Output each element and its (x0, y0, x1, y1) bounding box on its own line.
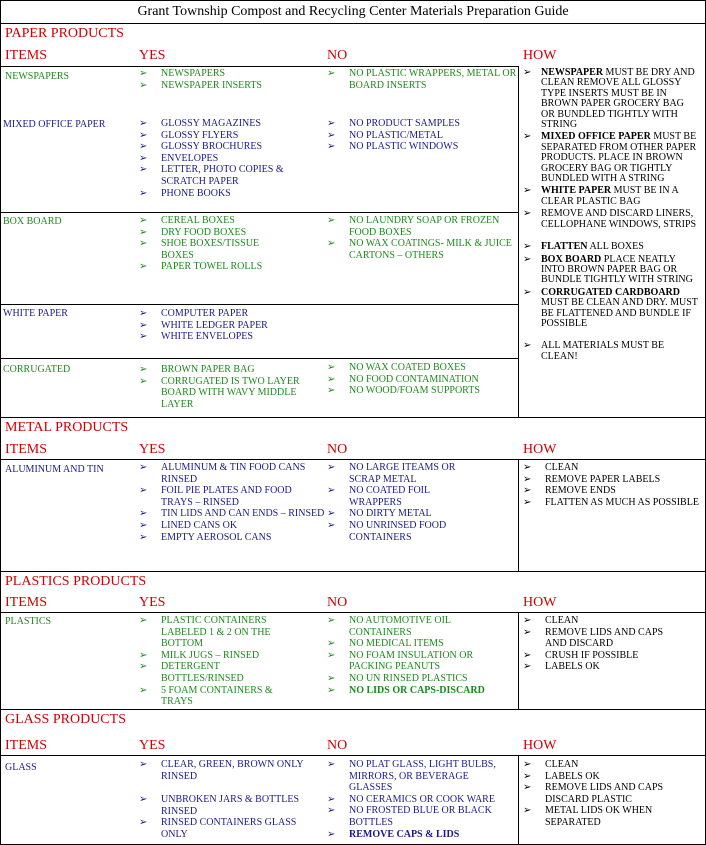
list-item: ➢ NO WAX COATED BOXES (327, 362, 466, 373)
plastics-section-title: PLASTICS PRODUCTS (5, 574, 147, 589)
bullet-icon: ➢ (327, 649, 336, 661)
list-item: ➢ NO WAX COATINGS- MILK & JUICE CARTONS – OTHERS (327, 238, 512, 261)
metal-items-header: ITEMS (5, 442, 47, 457)
bullet-icon: ➢ (139, 531, 148, 543)
list-item: ➢ MIXED OFFICE PAPER MUST BE SEPARATED FROM OTHER PAPER PRODUCTS. PLACE IN BROWN GROCERY BAG OR TIGHTLY BUNDLED WITH A STRING (523, 131, 697, 185)
list-item: ➢ CORRUGATED CARDBOARD MUST BE CLEAN AND DRY. MUST BE FLATTENED AND BUNDLE IF POSSIBLE (523, 286, 698, 329)
list-item: ➢ LABELS OK (523, 770, 600, 782)
list-item: ➢ CEREAL BOXES (139, 215, 235, 226)
paper-section (0, 24, 706, 418)
bullet-icon: ➢ (139, 68, 148, 79)
bullet-icon: ➢ (327, 385, 336, 397)
bullet-icon: ➢ (139, 226, 148, 238)
list-item: ➢ LABELS OK (523, 661, 600, 673)
item-plastics: PLASTICS (5, 616, 52, 627)
list-item: ➢ NO LAUNDRY SOAP OR FROZEN FOOD BOXES (327, 215, 500, 238)
metal-section (0, 418, 706, 572)
paper-yes-header: YES (139, 48, 166, 63)
bullet-icon: ➢ (139, 187, 148, 199)
item-newspapers: NEWSPAPERS (5, 71, 70, 82)
bullet-icon: ➢ (327, 485, 336, 497)
bullet-icon: ➢ (523, 208, 532, 220)
plastics-items-header: ITEMS (5, 595, 47, 610)
list-item: ➢ NO UNRINSED FOOD CONTAINERS (327, 519, 447, 543)
divider (518, 755, 519, 844)
bullet-icon: ➢ (523, 253, 532, 265)
list-item: ➢ CLEAN (523, 615, 579, 626)
list-item: ➢ REMOVE AND DISCARD LINERS, CELLOPHANE WINDOWS, STRIPS (523, 208, 697, 230)
list-item: ➢ CLEAN (523, 462, 579, 473)
metal-how-list (523, 462, 699, 508)
metal-section-title: METAL PRODUCTS (5, 420, 129, 435)
item-glass: GLASS (5, 762, 37, 773)
bullet-icon: ➢ (139, 462, 148, 473)
list-item: ➢ FOIL PIE PLATES AND FOOD TRAYS – RINSED (139, 485, 292, 508)
item-mixed-office-paper: MIXED OFFICE PAPER (3, 119, 106, 130)
list-item: ➢ NO UN RINSED PLASTICS (327, 672, 468, 684)
list-item: ➢ REMOVE LIDS AND CAPS DISCARD PLASTIC (523, 782, 664, 805)
paper-items-header: ITEMS (5, 48, 47, 63)
list-item: ➢ TIN LIDS AND CAN ENDS – RINSED (139, 508, 325, 520)
list-item: ➢ NO PLASTIC WRAPPERS, METAL OR BOARD INSERTS (327, 68, 517, 91)
bullet-icon: ➢ (523, 759, 532, 770)
bullet-icon: ➢ (327, 672, 336, 684)
list-item: ➢ PHONE BOOKS (139, 187, 231, 199)
bullet-icon: ➢ (523, 131, 532, 143)
bullet-icon: ➢ (327, 793, 336, 805)
list-item: ➢ REMOVE LIDS AND CAPS AND DISCARD (523, 626, 664, 650)
mixed-office-no-list (327, 118, 517, 153)
list-item: ➢ UNBROKEN JARS & BOTTLES RINSED (139, 794, 300, 817)
divider (518, 612, 519, 709)
list-item: ➢ BOX BOARD PLACE NEATLY INTO BROWN PAPER BAG OR BUNDLE TIGHTLY WITH STRING (523, 253, 693, 286)
bullet-icon: ➢ (327, 805, 336, 817)
metal-yes-list (139, 462, 325, 543)
list-item: ➢ NO FOOD CONTAMINATION (327, 373, 479, 385)
newspapers-yes-list (139, 68, 319, 91)
divider (1, 459, 705, 460)
bullet-icon: ➢ (523, 67, 532, 78)
bullet-icon: ➢ (327, 508, 336, 520)
list-item: ➢ NO WOOD/FOAM SUPPORTS (327, 385, 480, 397)
glass-yes-header: YES (139, 738, 166, 753)
list-item: ➢ NO CERAMICS OR COOK WARE (327, 793, 495, 805)
list-item: ➢ DETERGENT BOTTLES/RINSED (139, 661, 244, 684)
list-item: ➢ GLOSSY MAGAZINES (139, 118, 261, 129)
bullet-icon: ➢ (523, 805, 532, 817)
list-item: ➢ FLATTEN ALL BOXES (523, 241, 644, 253)
list-item: ➢ REMOVE PAPER LABELS (523, 473, 661, 485)
glass-how-list (523, 759, 673, 829)
list-item: ➢ CRUSH IF POSSIBLE (523, 649, 639, 661)
bullet-icon: ➢ (327, 759, 336, 770)
bullet-icon: ➢ (523, 770, 532, 782)
list-item: ➢ WHITE PAPER MUST BE IN A CLEAR PLASTIC BAG (523, 185, 679, 207)
list-item: ➢ NO AUTOMOTIVE OIL CONTAINERS (327, 615, 451, 638)
glass-how-header: HOW (523, 738, 557, 753)
paper-no-header: NO (327, 48, 348, 63)
bullet-icon: ➢ (327, 68, 336, 79)
divider (518, 66, 519, 417)
bullet-icon: ➢ (523, 496, 532, 508)
list-item: ➢ DRY FOOD BOXES (139, 226, 247, 238)
bullet-icon: ➢ (139, 508, 148, 520)
glass-items-header: ITEMS (5, 738, 47, 753)
item-aluminum-and-tin: ALUMINUM AND TIN (5, 464, 104, 475)
glass-section-title: GLASS PRODUCTS (5, 712, 126, 727)
list-item: ➢ NO PLASTIC WINDOWS (327, 141, 459, 153)
metal-no-header: NO (327, 442, 348, 457)
bullet-icon: ➢ (139, 519, 148, 531)
bullet-icon: ➢ (327, 118, 336, 129)
paper-section-title: PAPER PRODUCTS (5, 26, 124, 41)
bullet-icon: ➢ (139, 794, 148, 806)
list-item: ➢ MILK JUGS – RINSED (139, 649, 260, 661)
list-item: ➢ NO LARGE ITEAMS OR SCRAP METAL (327, 462, 456, 485)
bullet-icon: ➢ (139, 319, 148, 331)
glass-section (0, 710, 706, 845)
bullet-icon: ➢ (523, 626, 532, 638)
bullet-icon: ➢ (139, 817, 148, 829)
bullet-icon: ➢ (523, 649, 532, 661)
paper-how-header: HOW (523, 48, 557, 63)
glass-yes-list (139, 759, 319, 841)
corrugated-yes-list (139, 364, 314, 410)
box-board-no-list (327, 215, 513, 261)
list-item: ➢ EMPTY AEROSOL CANS (139, 531, 272, 543)
metal-yes-header: YES (139, 442, 166, 457)
list-item: ➢ NO PLAT GLASS, LIGHT BULBS, MIRRORS, OR BEVERAGE GLASSES (327, 759, 496, 794)
bullet-icon: ➢ (523, 782, 532, 794)
bullet-icon: ➢ (139, 164, 148, 176)
bullet-icon: ➢ (327, 129, 336, 141)
bullet-icon: ➢ (139, 129, 148, 141)
corrugated-no-list (327, 362, 507, 397)
bullet-icon: ➢ (139, 649, 148, 661)
bullet-icon: ➢ (327, 141, 336, 153)
bullet-icon: ➢ (327, 362, 336, 373)
bullet-icon: ➢ (523, 615, 532, 626)
glass-no-list (327, 759, 513, 840)
bullet-icon: ➢ (327, 238, 336, 250)
list-item: ➢ FLATTEN AS MUCH AS POSSIBLE (523, 496, 699, 508)
list-item: ➢ CORRUGATED IS TWO LAYER BOARD WITH WAVY MIDDLE LAYER (139, 375, 300, 410)
list-item: ➢ SHOE BOXES/TISSUE BOXES (139, 238, 260, 261)
bullet-icon: ➢ (523, 241, 532, 253)
bullet-icon: ➢ (327, 215, 336, 226)
plastics-how-list (523, 615, 673, 673)
bullet-icon: ➢ (139, 238, 148, 250)
bullet-icon: ➢ (327, 828, 336, 840)
list-item: ➢ CLEAN (523, 759, 579, 770)
list-item: ➢ ENVELOPES (139, 152, 219, 164)
bullet-icon: ➢ (139, 79, 148, 91)
list-item: ➢ NO FOAM INSULATION OR PACKING PEANUTS (327, 649, 474, 673)
bullet-icon: ➢ (139, 684, 148, 696)
bullet-icon: ➢ (523, 661, 532, 673)
newspapers-no-list (327, 68, 517, 91)
item-box-board: BOX BOARD (3, 216, 62, 227)
bullet-icon: ➢ (139, 364, 148, 375)
box-board-yes-list (139, 215, 289, 273)
bullet-icon: ➢ (327, 684, 336, 696)
divider (1, 212, 519, 213)
list-item: ➢ RINSED CONTAINERS GLASS ONLY (139, 817, 297, 840)
bullet-icon: ➢ (139, 118, 148, 129)
list-item: ➢ NO DIRTY METAL (327, 508, 432, 520)
list-item: ➢ PLASTIC CONTAINERS LABELED 1 & 2 ON THE BOTTOM (139, 615, 271, 650)
plastics-yes-list (139, 615, 299, 708)
list-item: ➢ NO PLASTIC/METAL (327, 129, 443, 141)
list-item: ➢ PAPER TOWEL ROLLS (139, 261, 263, 273)
list-item: ➢ NEWSPAPER INSERTS (139, 79, 262, 91)
bullet-icon: ➢ (327, 615, 336, 626)
item-corrugated: CORRUGATED (3, 364, 71, 375)
list-item: ➢ REMOVE ENDS (523, 485, 616, 497)
paper-how-list (523, 68, 699, 362)
bullet-icon: ➢ (139, 485, 148, 497)
bullet-icon: ➢ (139, 308, 148, 319)
bullet-icon: ➢ (523, 340, 532, 352)
list-item: ➢ GLOSSY BROCHURES (139, 141, 263, 153)
bullet-icon: ➢ (139, 215, 148, 226)
plastics-yes-header: YES (139, 595, 166, 610)
bullet-icon: ➢ (139, 661, 148, 673)
list-item: ➢ REMOVE CAPS & LIDS (327, 828, 460, 840)
bullet-icon: ➢ (523, 185, 532, 197)
bullet-icon: ➢ (523, 485, 532, 497)
plastics-no-header: NO (327, 595, 348, 610)
list-item: ➢ LETTER, PHOTO COPIES & SCRATCH PAPER (139, 164, 284, 187)
plastics-section (0, 572, 706, 710)
bullet-icon: ➢ (139, 141, 148, 153)
plastics-no-list (327, 615, 507, 696)
list-item: ➢ NO FROSTED BLUE OR BLACK BOTTLES (327, 805, 492, 828)
list-item: ➢ 5 FOAM CONTAINERS & TRAYS (139, 684, 273, 708)
bullet-icon: ➢ (139, 759, 148, 770)
list-item: ➢ ALUMINUM & TIN FOOD CANS RINSED (139, 462, 306, 485)
bullet-icon: ➢ (523, 473, 532, 485)
list-item: ➢ NEWSPAPERS (139, 68, 226, 79)
white-paper-yes-list (139, 308, 319, 343)
glass-no-header: NO (327, 738, 348, 753)
divider (518, 459, 519, 571)
divider (1, 304, 519, 305)
list-item: ➢ BROWN PAPER BAG (139, 364, 255, 375)
list-item: ➢ NO MEDICAL ITEMS (327, 638, 444, 650)
metal-how-header: HOW (523, 442, 557, 457)
divider (1, 755, 705, 756)
list-item: ➢ CLEAR, GREEN, BROWN ONLY RINSED (139, 759, 304, 782)
list-item: ➢ NO LIDS OR CAPS-DISCARD (327, 684, 485, 696)
list-item: ➢ WHITE LEDGER PAPER (139, 319, 268, 331)
bullet-icon: ➢ (523, 286, 532, 298)
list-item: ➢ METAL LIDS OK WHEN SEPARATED (523, 805, 653, 828)
metal-no-list (327, 462, 477, 543)
list-item: ➢ LINED CANS OK (139, 519, 238, 531)
page-title: Grant Township Compost and Recycling Center Materials Preparation Guide (0, 0, 706, 24)
mixed-office-yes-list (139, 118, 319, 199)
list-item: ➢ ALL MATERIALS MUST BE CLEAN! (523, 340, 665, 362)
divider (1, 66, 519, 67)
list-item: ➢ COMPUTER PAPER (139, 308, 249, 319)
bullet-icon: ➢ (327, 373, 336, 385)
list-item: ➢ WHITE ENVELOPES (139, 331, 253, 343)
bullet-icon: ➢ (139, 152, 148, 164)
divider (1, 358, 519, 359)
list-item: ➢ NEWSPAPER MUST BE DRY AND CLEAN REMOVE ALL GLOSSY TYPE INSERTS MUST BE IN BROWN PAPER GROCERY BAG OR BUNDLED TIGHTLY WITH STRING (523, 67, 695, 131)
plastics-how-header: HOW (523, 595, 557, 610)
divider (1, 612, 705, 613)
list-item: ➢ GLOSSY FLYERS (139, 129, 239, 141)
item-white-paper: WHITE PAPER (3, 308, 68, 319)
bullet-icon: ➢ (139, 331, 148, 343)
bullet-icon: ➢ (139, 615, 148, 626)
bullet-icon: ➢ (139, 261, 148, 273)
list-item: ➢ NO PRODUCT SAMPLES (327, 118, 460, 129)
bullet-icon: ➢ (139, 375, 148, 387)
bullet-icon: ➢ (327, 638, 336, 650)
bullet-icon: ➢ (327, 519, 336, 531)
bullet-icon: ➢ (523, 462, 532, 473)
bullet-icon: ➢ (327, 462, 336, 473)
list-item: ➢ NO COATED FOIL WRAPPERS (327, 485, 430, 508)
